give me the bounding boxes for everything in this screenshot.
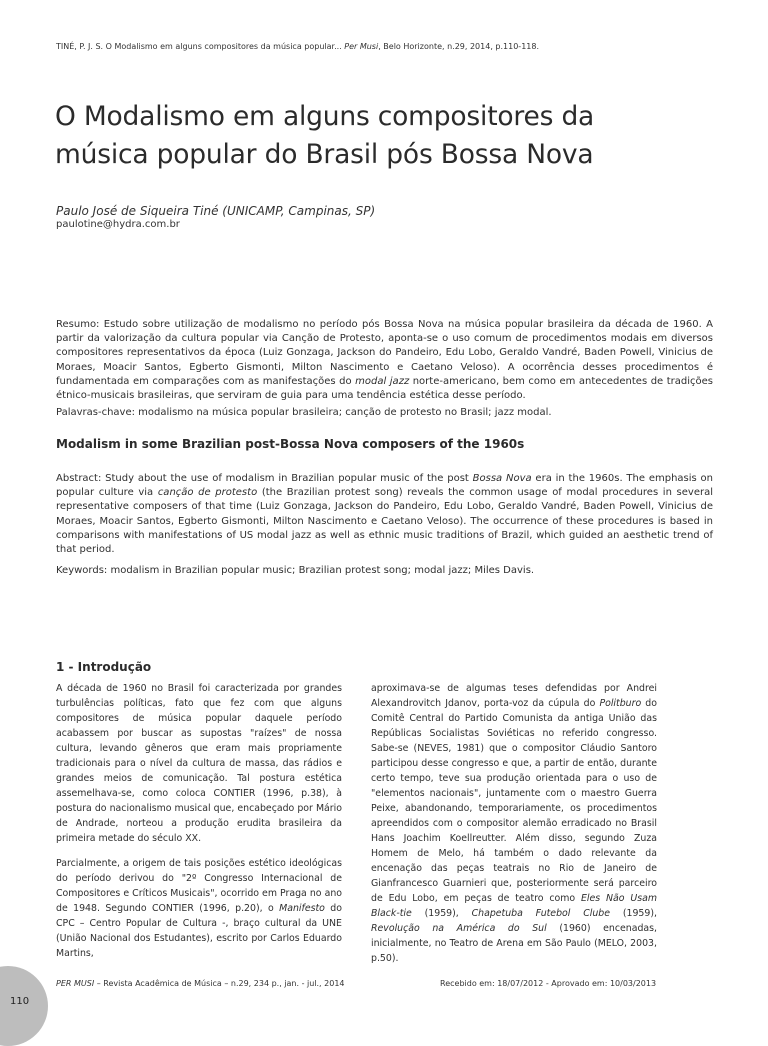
right-emphasis-3: Chapetuba Futebol Clube (471, 908, 610, 919)
citation-prefix: TINÉ, P. J. S. O Modalismo em alguns compositores da música popular... (56, 42, 345, 51)
abstract-en-text-2: era in the 1960s. The emphasis on popular culture via (56, 473, 714, 499)
author-email[interactable]: paulotine@hydra.com.br (56, 219, 180, 230)
right-text-c: (1959), (411, 908, 472, 919)
body-left-paragraph-1: A década de 1960 no Brasil foi caracterizada por grandes turbulências políticas, fato que fez com que alguns compositores de música popular daquele período acabassem por buscar as supostas "raízes" de nossa cultura, levando gêneros que eram mais propriamente tradicionais para o nível da cultura de massa, das rádios e grandes meios de comunicação. Tal postura estética assemelhava-se, como coloca CONTIER (1996, p.38), à postura do nacionalismo musical que, encabeçado por Mário de Andrade, norteou a produção erudita brasileira da primeira metade do século XX. (56, 683, 342, 844)
citation-journal: Per Musi (344, 42, 379, 51)
page-number: 110 (10, 996, 30, 1007)
right-text-b: do Comitê Central do Partido Comunista da antiga União das Repúblicas Socialistas Soviéticas no referido congresso. Sabe-se (NEVES, 1981) que o compositor Cláudio Santoro participou desse congresso e que, a partir de então, durante certo tempo, teve sua produção orientada para o uso de "elementos nacionais", juntamente com o maestro Guerra Peixe, abandonando, temporariamente, os procedimentos apreendidos com o compositor alemão erradicado no Brasil Hans Joachim Koellreutter. Além disso, segundo Zuza Homem de Melo, há também o dado relevante da encenação das peças teatrais no Rio de Janeiro de Gianfrancesco Guarnieri que, posteriormente será parceiro de Edu Lobo, em peças de teatro como (371, 698, 657, 904)
abstract-portuguese (56, 318, 713, 403)
abstract-en-text-1: Abstract: Study about the use of modalism in Brazilian popular music of the post (56, 473, 473, 484)
body-left-paragraph-2 (56, 856, 342, 961)
abstract-pt-text-1: Resumo: Estudo sobre utilização de modalismo no período pós Bossa Nova na música popular brasileira da década de 1960. A partir da valorização da cultura popular via Canção de Protesto, aponta-se o uso comum de procedimentos modais em diversos compositores representativos da época (Luiz Gonzaga, Jackson do Pandeiro, Edu Lobo, Geraldo Vandré, Baden Powell, Vinicius de Moraes, Moacir Santos, Egberto Gismonti, Milton Nascimento e Caetano Veloso). A ocorrência desses procedimentos é fundamentada em comparações com as manifestações do (56, 319, 713, 387)
abstract-en-text-3: (the Brazilian protest song) reveals the common usage of modal procedures in several representative composers of that time (Luiz Gonzaga, Jackson do Pandeiro, Edu Lobo, Geraldo Vandré, Baden Powell, Vinicius de Moraes, Moacir Santos, Egberto Gismonti, Milton Nascimento e Caetano Veloso). The occurrence of these procedures is based in comparisons with manifestations of US modal jazz as well as ethnic music traditions of Brazil, which guided an aesthetic trend of that period. (56, 487, 713, 556)
footer-dates: Recebido em: 18/07/2012 - Aprovado em: 10/03/2013 (440, 979, 657, 988)
right-emphasis-4: Revolução na América do Sul (371, 923, 547, 934)
footer-journal-info (56, 979, 345, 988)
body-right-paragraph (371, 681, 657, 966)
left-p2-text-b: do CPC – Centro Popular de Cultura -, braço cultural da UNE (União Nacional dos Estudantes), escrito por Carlos Eduardo Martins, (56, 903, 342, 959)
footer-journal-name: PER MUSI (56, 979, 95, 988)
author-name: Paulo José de Siqueira Tiné (UNICAMP, Campinas, SP) (56, 204, 376, 218)
right-text-d: (1959), (610, 908, 657, 919)
footer-journal-details: – Revista Acadêmica de Música – n.29, 234 p., jan. - jul., 2014 (94, 979, 345, 988)
citation-suffix: , Belo Horizonte, n.29, 2014, p.110-118. (378, 42, 540, 51)
left-p2-text-a: Parcialmente, a origem de tais posições estético ideológicas do período derivou do "2º Congresso Internacional de Compositores e Críticos Musicais", ocorrido em Praga no ano de 1948. Segundo CONTIER (1996, p.20), o (56, 858, 342, 914)
right-text-a: aproximava-se de algumas teses defendidas por Andrei Alexandrovitch Jdanov, porta-voz da cúpula do (371, 683, 657, 709)
keywords-english: Keywords: modalism in Brazilian popular music; Brazilian protest song; modal jazz; Miles Davis. (56, 565, 535, 576)
left-p2-emphasis: Manifesto (279, 903, 325, 914)
abstract-pt-text-2: norte-americano, bem como em antecedentes de tradições étnico-musicais brasileiras, que serviram de guia para uma tendência estética desse período. (56, 375, 713, 402)
right-text-e: (1960) encenadas, inicialmente, no Teatro de Arena em São Paulo (MELO, 2003, p.50). (371, 923, 658, 964)
running-header-citation (56, 42, 539, 51)
article-title: O Modalismo em alguns compositores da música popular do Brasil pós Bossa Nova (55, 101, 595, 170)
abstract-pt-emphasis: modal jazz (355, 375, 410, 387)
abstract-en-emphasis-1: Bossa Nova (472, 473, 532, 484)
english-title-heading: Modalism in some Brazilian post-Bossa Nova composers of the 1960s (56, 437, 525, 451)
right-emphasis-1: Politburo (599, 698, 642, 709)
keywords-portuguese: Palavras-chave: modalismo na música popular brasileira; canção de protesto no Brasil; jazz modal. (56, 407, 552, 418)
abstract-en-emphasis-2: canção de protesto (157, 487, 258, 499)
right-emphasis-2: Eles Não Usam Black-tie (371, 893, 657, 919)
section-heading-introduction: 1 - Introdução (56, 660, 152, 674)
abstract-english (56, 472, 713, 557)
